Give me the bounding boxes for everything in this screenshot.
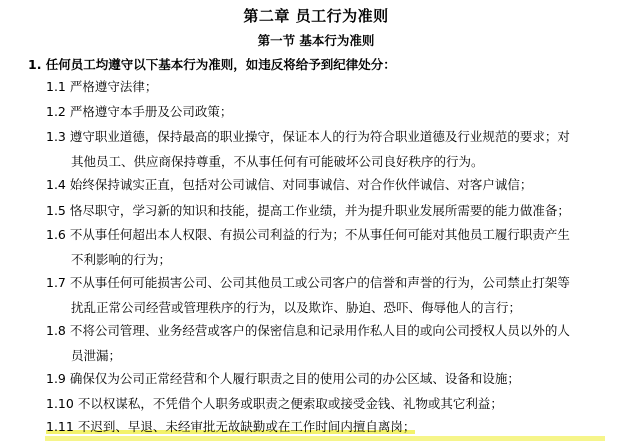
rule-item-line bbox=[46, 227, 570, 242]
rule-item bbox=[46, 270, 616, 320]
rule-number: 1.9 bbox=[46, 371, 66, 386]
rule-item-line bbox=[46, 104, 232, 119]
rule-item bbox=[46, 99, 616, 124]
rule-text: 严格遵守法律； bbox=[69, 79, 158, 94]
rule-text: 不迟到、早退、未经审批无故缺勤或在工作时间内擅自离岗； bbox=[77, 419, 416, 434]
rule-text: 不从事任何超出本人权限、有损公司利益的行为；不从事任何可能对其他员工履行职责产生 bbox=[69, 227, 570, 242]
rule-text-continuation: 不利影响的行为； bbox=[71, 252, 172, 267]
rule-text: 始终保持诚实正直，包括对公司诚信、对同事诚信、对合作伙伴诚信、对客户诚信； bbox=[69, 177, 533, 192]
rule-item-line bbox=[46, 129, 570, 144]
rule-number: 1.8 bbox=[46, 323, 66, 338]
rule-text-continuation: 扰乱正常公司经营或管理秩序的行为，以及欺诈、胁迫、恐吓、侮辱他人的言行； bbox=[71, 300, 522, 315]
section-title: 第一节 基本行为准则 bbox=[257, 33, 375, 48]
rule-item-line bbox=[46, 323, 570, 338]
rule-item bbox=[46, 222, 616, 272]
rule-item-line bbox=[46, 419, 415, 434]
rule-item-line bbox=[46, 396, 503, 411]
rule-text: 遵守职业道德，保持最高的职业操守，保证本人的行为符合职业道德及行业规范的要求；对 bbox=[69, 129, 570, 144]
rule-item-line bbox=[46, 203, 570, 218]
rule-text-continuation: 其他员工、供应商保持尊重，不从事任何有可能破坏公司良好秩序的行为。 bbox=[71, 154, 484, 169]
rule-text: 确保仅为公司正常经营和个人履行职责之目的使用公司的办公区域、设备和设施； bbox=[69, 371, 520, 386]
rule-item bbox=[46, 198, 616, 223]
rule-number: 1.6 bbox=[46, 227, 66, 242]
rule-text: 不将公司管理、业务经营或客户的保密信息和记录用作私人目的或向公司授权人员以外的人 bbox=[69, 323, 570, 338]
rule-number: 1.7 bbox=[46, 275, 66, 290]
rule-text: 严格遵守本手册及公司政策； bbox=[69, 104, 233, 119]
rule-number: 1.4 bbox=[46, 177, 66, 192]
rule-text: 不从事任何可能损害公司、公司其他员工或公司客户的信誉和声誉的行为，公司禁止打架等 bbox=[69, 275, 570, 290]
rule-item-line bbox=[46, 371, 520, 386]
rule-item-line bbox=[46, 79, 157, 94]
rule-item bbox=[46, 74, 616, 99]
rule-item bbox=[46, 366, 616, 391]
chapter-title: 第二章 员工行为准则 bbox=[243, 7, 389, 25]
rule-item bbox=[46, 124, 616, 174]
highlight-marker bbox=[45, 436, 605, 441]
rule-text: 恪尽职守，学习新的知识和技能，提高工作业绩，并为提升职业发展所需要的能力做准备； bbox=[69, 203, 570, 218]
rule-item bbox=[46, 391, 616, 416]
rule-item-line bbox=[46, 177, 532, 192]
rule-text-continuation: 员泄漏； bbox=[71, 348, 122, 363]
rule-number: 1.2 bbox=[46, 104, 66, 119]
rule-item bbox=[46, 172, 616, 197]
rule-number: 1.3 bbox=[46, 129, 66, 144]
rule-text: 不以权谋私，不凭借个人职务或职责之便索取或接受金钱、礼物或其它利益； bbox=[77, 396, 503, 411]
rule-item-line bbox=[46, 275, 570, 290]
rule-number: 1.1 bbox=[46, 79, 66, 94]
rule-item bbox=[46, 318, 616, 368]
rules-heading: 1. 任何员工均遵守以下基本行为准则，如违反将给予到纪律处分： bbox=[28, 57, 396, 72]
rule-number: 1.10 bbox=[46, 396, 74, 411]
rule-number: 1.11 bbox=[46, 419, 74, 434]
rule-number: 1.5 bbox=[46, 203, 66, 218]
